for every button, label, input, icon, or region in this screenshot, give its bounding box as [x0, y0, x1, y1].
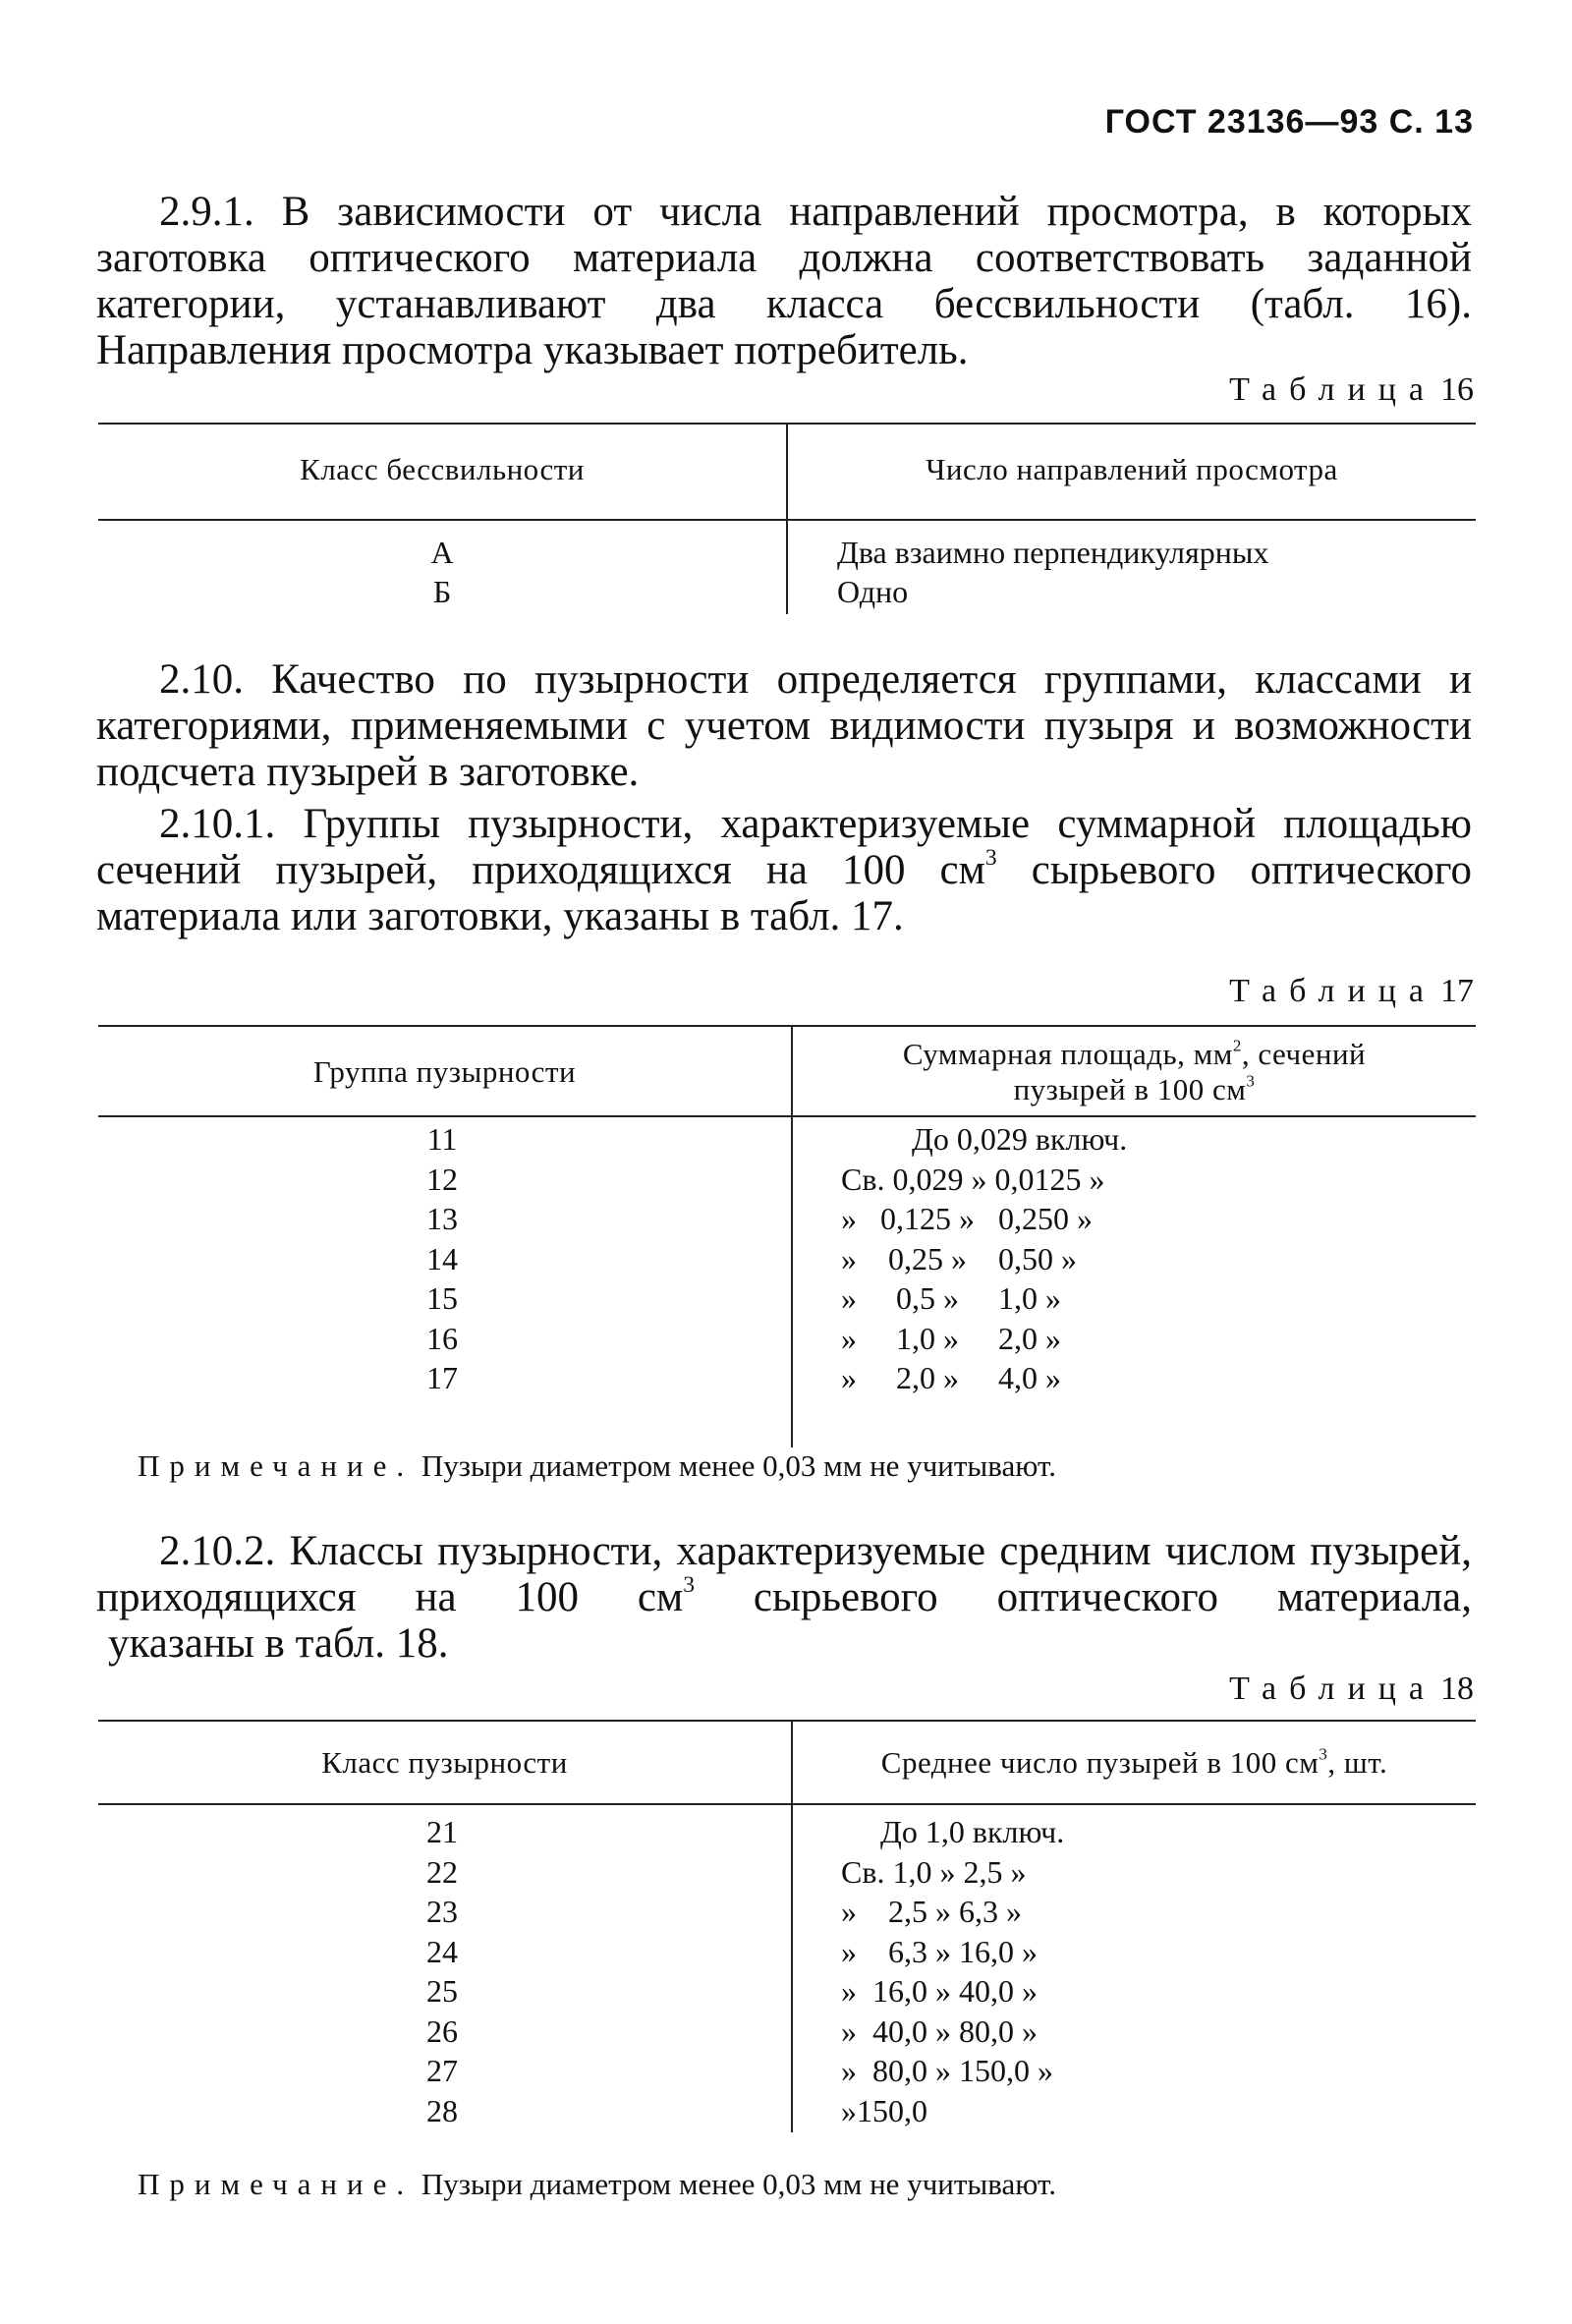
paragraph-2-10-1-text-a: 2.10.1. Группы пузырности, характеризуемые суммарной площадью сечений пузырей, приходящихся на 100 см	[96, 801, 1472, 893]
table-row-range: » 1,0 » 2,0 »	[841, 1320, 1061, 1356]
table-16	[98, 423, 1476, 614]
table-row-range: » 0,125 » 0,250 »	[841, 1201, 1093, 1236]
table-17-header-area-line1-end: , сечений	[1241, 1037, 1367, 1071]
table-16-cell-class: А	[430, 535, 454, 570]
table-row-range: » 0,25 » 0,50 »	[841, 1240, 1077, 1276]
paragraph-2-10-2-body	[96, 1528, 1472, 1620]
table-row-range: » 2,0 » 4,0 »	[841, 1360, 1061, 1395]
superscript: 3	[1246, 1071, 1256, 1091]
table-row-range: » 2,5 » 6,3 »	[841, 1894, 1022, 1929]
table-18-note-text: Пузыри диаметром менее 0,03 мм не учитывают.	[414, 2167, 1056, 2201]
table-row-range: Св. 1,0 » 2,5 »	[841, 1853, 1027, 1890]
table-row-number: 28	[426, 2092, 458, 2128]
table-row-number: 11	[426, 1121, 458, 1157]
table-row-number: 24	[426, 1933, 458, 1969]
table-row-number: 17	[426, 1360, 458, 1395]
table-row-range: Св. 0,029 » 0,0125 »	[841, 1161, 1105, 1197]
table-17-top-rule	[98, 1025, 1476, 1027]
table-17-caption	[1229, 973, 1474, 1010]
paragraph-2-9-1	[96, 189, 1472, 373]
table-17-caption-number: 17	[1440, 973, 1474, 1009]
table-18-column-divider	[791, 1720, 793, 2132]
table-row-range: До 0,029 включ.	[841, 1121, 1128, 1157]
table-17-note-text: Пузыри диаметром менее 0,03 мм не учитывают.	[414, 1448, 1056, 1483]
table-row-range: » 16,0 » 40,0 »	[841, 1973, 1038, 2009]
table-18-header-class: Класс пузырности	[321, 1745, 568, 1780]
table-16-caption-word: Таблица	[1229, 371, 1436, 408]
paragraph-2-10-2-text-a: 2.10.2. Классы пузырности, характеризуемые средним числом пузырей, приходящихся на 100 см	[96, 1528, 1472, 1620]
table-row-range: »150,0	[841, 2092, 927, 2128]
table-row-number: 23	[426, 1894, 458, 1929]
paragraph-2-10-1	[96, 801, 1472, 939]
table-row-range: » 0,5 » 1,0 »	[841, 1280, 1061, 1316]
table-row-number: 22	[426, 1853, 458, 1890]
table-16-caption-number: 16	[1440, 371, 1474, 408]
paragraph-2-10	[96, 656, 1472, 795]
table-17	[98, 1025, 1476, 1447]
page-header: ГОСТ 23136—93 С. 13	[1104, 103, 1474, 141]
superscript: 3	[984, 845, 997, 872]
table-18-caption-number: 18	[1440, 1671, 1474, 1707]
paragraph-2-9-1-last-line: Направления просмотра указывает потребитель.	[96, 327, 969, 373]
table-17-header-rule	[98, 1115, 1476, 1117]
table-18-caption	[1229, 1671, 1474, 1708]
paragraph-2-10-2-last-line: указаны в табл. 18.	[108, 1620, 449, 1667]
paragraph-2-10-1-text-b: сырьевого оптического материала или заготовки, указаны в табл. 17.	[96, 847, 1472, 939]
table-row-range: До 1,0 включ.	[841, 1814, 1065, 1849]
table-row-number: 12	[426, 1161, 458, 1197]
table-row-number: 13	[426, 1201, 458, 1236]
table-18-header-count-text: Среднее число пузырей в 100 см	[880, 1745, 1319, 1780]
table-18-header-rule	[98, 1803, 1476, 1805]
table-17-note	[138, 1448, 1056, 1484]
table-row-range: » 40,0 » 80,0 »	[841, 2012, 1038, 2049]
table-17-header-group: Группа пузырности	[312, 1054, 577, 1089]
superscript: 3	[683, 1572, 696, 1599]
table-18-header-count	[793, 1745, 1476, 1781]
paragraph-2-9-1-body: 2.9.1. В зависимости от числа направлений просмотра, в которых заготовка оптического материала должна соответствовать заданной категории, устанавливают два класса бессвильности (табл. 16).	[96, 189, 1472, 327]
table-row-range: » 80,0 » 150,0 »	[841, 2053, 1053, 2088]
table-16-header-class: Класс бессвильности	[300, 452, 585, 486]
table-17-header-area-line1: Суммарная площадь, мм	[902, 1037, 1233, 1071]
table-16-cell-directions: Одно	[837, 574, 909, 609]
table-row-number: 14	[426, 1240, 458, 1276]
table-18-header-count-unit: , шт.	[1327, 1745, 1388, 1780]
table-row-number: 21	[426, 1814, 458, 1849]
table-16-caption	[1229, 371, 1474, 409]
table-17-header-area-line2: пузырей в 100 см	[1013, 1072, 1247, 1106]
table-18	[98, 1720, 1476, 2132]
table-18-caption-word: Таблица	[1229, 1671, 1436, 1707]
table-17-header-area	[793, 1037, 1476, 1107]
superscript: 3	[1319, 1744, 1328, 1764]
table-16-header-directions: Число направлений просмотра	[926, 452, 1338, 486]
table-16-cell-class: Б	[432, 574, 452, 609]
table-row-number: 26	[426, 2012, 458, 2049]
table-row-range: » 6,3 » 16,0 »	[841, 1933, 1038, 1969]
superscript: 2	[1232, 1036, 1242, 1055]
table-17-caption-word: Таблица	[1229, 973, 1436, 1009]
paragraph-2-10-1-body	[96, 801, 1472, 939]
table-18-top-rule	[98, 1720, 1476, 1722]
paragraph-2-10-2-text-b: сырьевого оптического материала,	[695, 1574, 1472, 1620]
paragraph-2-10-2	[96, 1528, 1472, 1667]
table-row-number: 15	[426, 1280, 458, 1316]
paragraph-2-10-body: 2.10. Качество по пузырности определяется группами, классами и категориями, применяемыми с учетом видимости пузыря и возможности подсчета пузырей в заготовке.	[96, 656, 1472, 795]
table-17-note-label: Примечание.	[138, 1448, 415, 1483]
table-18-note	[138, 2167, 1056, 2202]
table-row-number: 16	[426, 1320, 458, 1356]
table-row-number: 27	[426, 2053, 458, 2088]
table-row-number: 25	[426, 1973, 458, 2009]
table-16-cell-directions: Два взаимно перпендикулярных	[837, 535, 1269, 570]
table-18-note-label: Примечание.	[138, 2167, 415, 2201]
